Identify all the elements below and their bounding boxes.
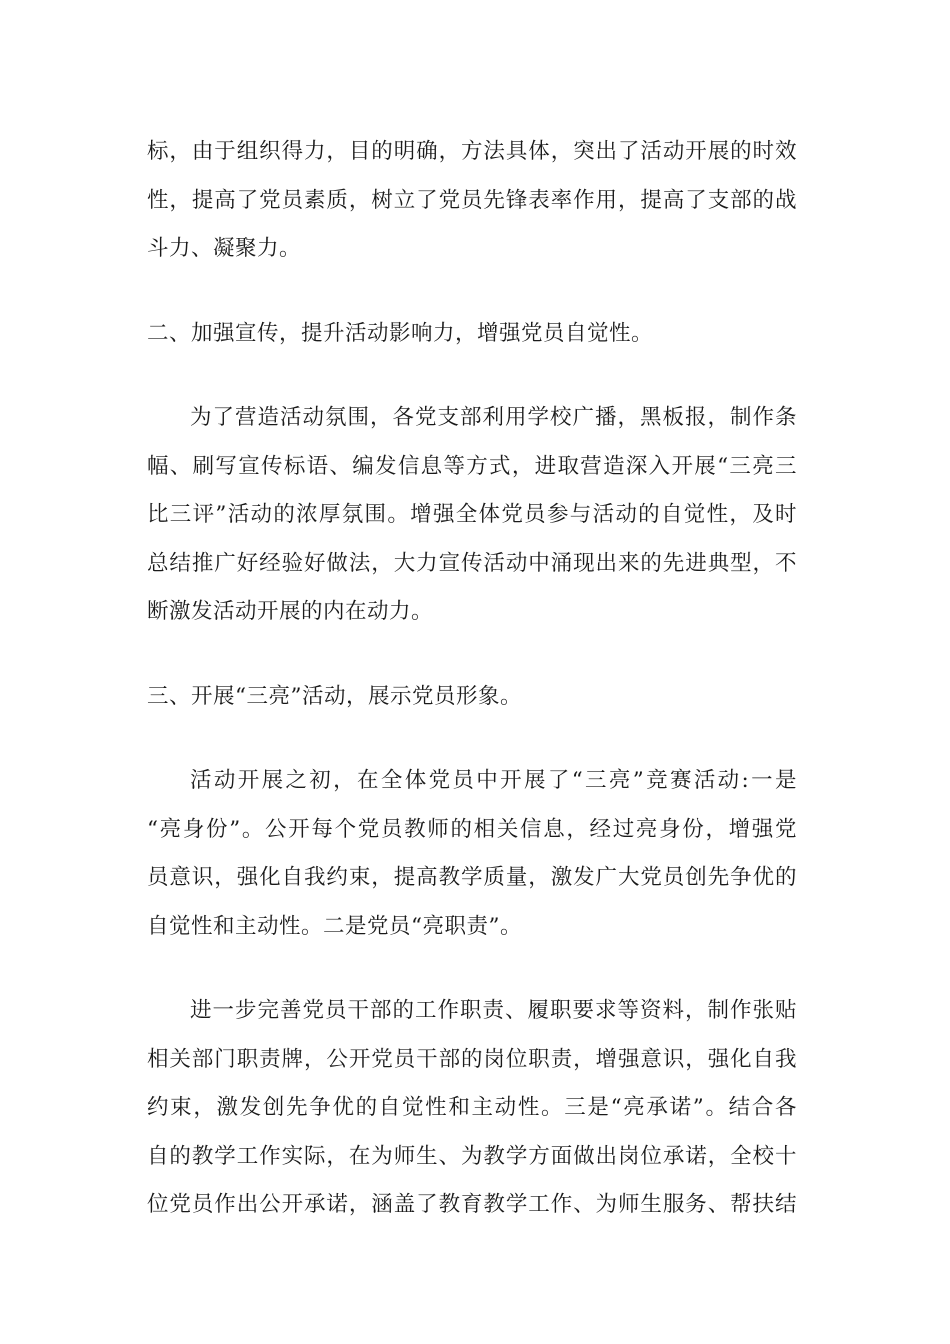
text-line: 进一步完善党员干部的工作职责、履职要求等资料，制作张贴	[190, 998, 797, 1023]
heading-text: 三、开展“三亮”活动，展示党员形象。	[147, 683, 522, 709]
text-line: 总结推广好经验好做法，大力宣传活动中涌现出来的先进典型，不	[147, 550, 797, 576]
text-line: 活动开展之初，在全体党员中开展了“三亮”竞赛活动:一是	[190, 768, 797, 793]
text-line: 为了营造活动氛围，各党支部利用学校广播，黑板报，制作条	[190, 405, 797, 430]
section-heading-2	[147, 310, 797, 359]
text-line: 自觉性和主动性。二是党员“亮职责”。	[147, 913, 522, 939]
paragraph-4	[147, 987, 797, 1230]
text-line: 幅、刷写宣传标语、编发信息等方式，进取营造深入开展“三亮三	[147, 453, 797, 479]
text-line: “亮身份”。公开每个党员教师的相关信息，经过亮身份，增强党	[147, 816, 797, 842]
text-line: 员意识，强化自我约束，提高教学质量，激发广大党员创先争优的	[147, 865, 797, 890]
section-heading-3	[147, 673, 797, 722]
text-line: 斗力、凝聚力。	[147, 236, 302, 261]
text-line: 相关部门职责牌，公开党员干部的岗位职责，增强意识，强化自我	[147, 1046, 797, 1072]
text-line: 约束，激发创先争优的自觉性和主动性。三是“亮承诺”。结合各	[147, 1095, 797, 1120]
text-line: 位党员作出公开承诺，涵盖了教育教学工作、为师生服务、帮扶结	[147, 1192, 797, 1217]
text-line: 比三评”活动的浓厚氛围。增强全体党员参与活动的自觉性，及时	[147, 502, 797, 527]
text-line: 标，由于组织得力，目的明确，方法具体，突出了活动开展的时效	[147, 139, 797, 164]
document-page	[147, 128, 797, 1230]
paragraph-2	[147, 394, 797, 637]
paragraph-3	[147, 757, 797, 951]
heading-text: 二、加强宣传，提升活动影响力，增强党员自觉性。	[147, 320, 654, 346]
paragraph-1	[147, 128, 797, 274]
text-line: 断激发活动开展的内在动力。	[147, 599, 434, 624]
text-line: 性，提高了党员素质，树立了党员先锋表率作用，提高了支部的战	[147, 187, 797, 213]
text-line: 自的教学工作实际，在为师生、为教学方面做出岗位承诺，全校十	[147, 1143, 797, 1169]
